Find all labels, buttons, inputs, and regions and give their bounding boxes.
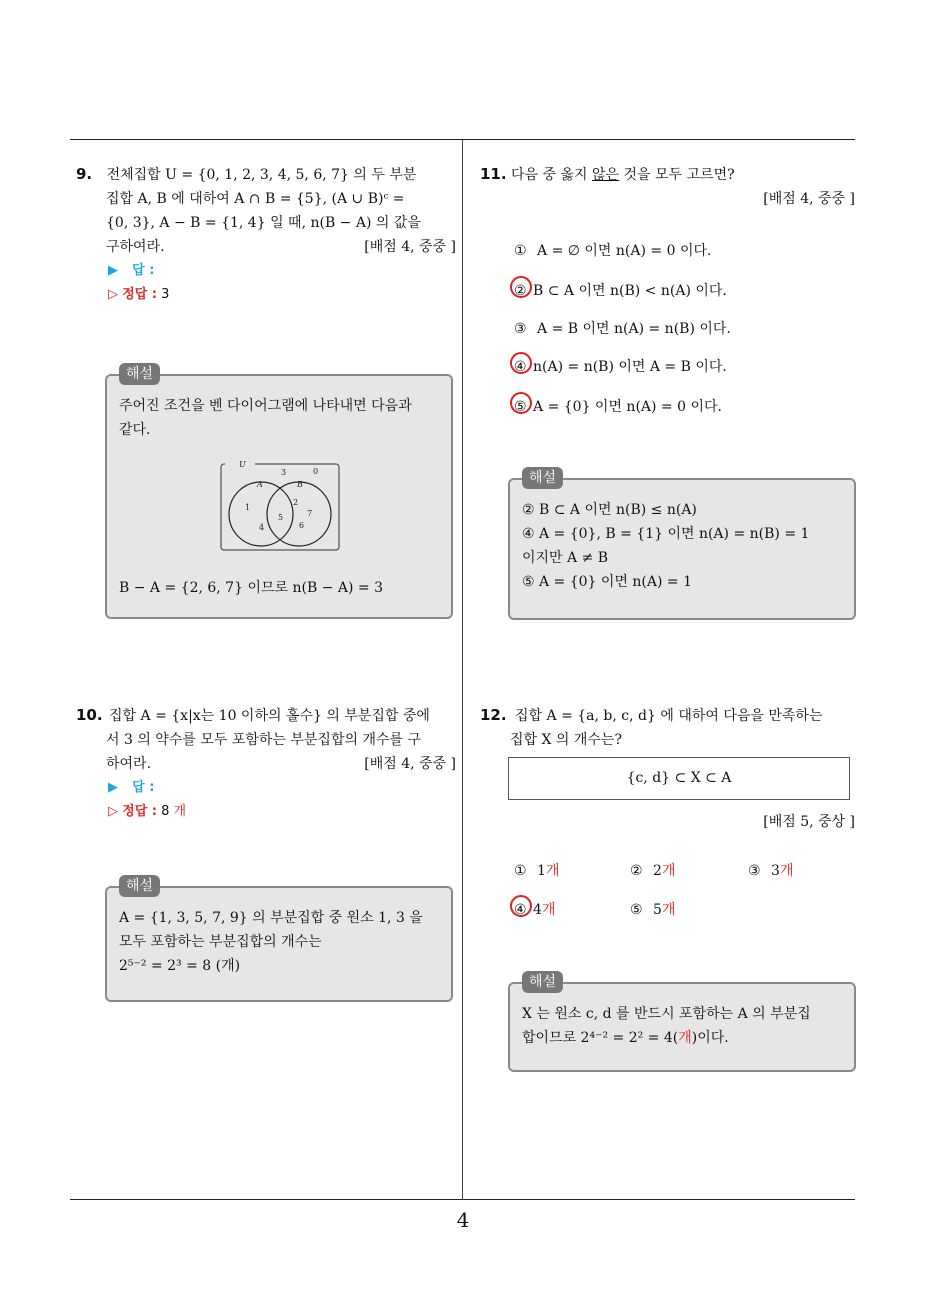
q12-explain-tag: 해설	[522, 971, 563, 993]
q11-choice-5[interactable]	[514, 396, 722, 418]
q12-explanation-box	[508, 974, 856, 1072]
q9-correct-line	[108, 283, 456, 307]
q12-choice-2[interactable]	[630, 860, 675, 882]
q10-explain-tag: 해설	[119, 875, 160, 897]
q9-explanation-box	[105, 366, 453, 619]
q11-choice-4[interactable]	[514, 356, 727, 378]
red-circle-mark	[510, 352, 532, 374]
q10-explain-line-3: 2⁵⁻² = 2³ = 8 (개)	[119, 958, 241, 974]
q11-explain-tag: 해설	[522, 467, 563, 489]
q12-choice-4[interactable]	[514, 899, 555, 921]
q12-choice-3[interactable]	[748, 860, 793, 882]
venn-diagram	[219, 460, 341, 552]
q11-points: [배점 4, 중중 ]	[763, 191, 855, 207]
q10-text-3-row	[76, 752, 456, 776]
play-arrow-icon: ▶	[108, 263, 118, 278]
q12-choice-2-num: ②	[630, 863, 643, 879]
set-b-circle	[267, 482, 331, 546]
q12-explain-line-2-unit: 개	[678, 1030, 692, 1046]
q10-text-1: 집합 A = {x|x는 10 이하의 홀수} 의 부분집합 중에	[109, 708, 430, 724]
q12-choice-1[interactable]	[514, 860, 559, 882]
q11-choice-3-num: ③	[514, 321, 527, 337]
q10-explain-line-1: A = {1, 3, 5, 7, 9} 의 부분집합 중 원소 1, 3 을	[119, 910, 423, 926]
q10-explain-line-2: 모두 포함하는 부분집합의 개수는	[119, 934, 322, 950]
q9-explain-line-2: 같다.	[119, 422, 151, 438]
q9-explain-line-1: 주어진 조건을 벤 다이어그램에 나타내면 다음과	[119, 398, 412, 414]
q11-choice-1[interactable]	[514, 240, 711, 262]
venn-a-label: A	[257, 480, 263, 489]
q12-text-2: 집합 X 의 개수는?	[510, 732, 622, 748]
q12-points: [배점 5, 중상 ]	[763, 814, 855, 830]
q12-condition-box: {c, d} ⊂ X ⊂ A	[508, 757, 850, 800]
q10-correct-line	[108, 800, 456, 824]
q12-choice-1-num: ①	[514, 863, 527, 879]
q9-text-4: 구하여라.	[106, 239, 165, 255]
q12-choice-3-num: ③	[748, 863, 761, 879]
venn-outside-3: 3	[281, 468, 287, 477]
q11-explain-line-3: 이지만 A ≠ B	[522, 550, 609, 566]
venn-outside-0: 0	[313, 467, 319, 476]
set-a-circle	[229, 482, 293, 546]
q9-explain-tag: 해설	[119, 363, 160, 385]
q11-choice-3-text: A = B 이면 n(A) = n(B) 이다.	[537, 321, 731, 337]
q12-explain-line-2-pre: 합이므로 2⁴⁻² = 2² = 4(	[522, 1030, 679, 1046]
q9-answer-label: 답 :	[132, 263, 155, 278]
q11-choice-1-text: A = ∅ 이면 n(A) = 0 이다.	[537, 243, 712, 259]
venn-b-label: B	[297, 480, 303, 489]
q11-choice-5-text: A = {0} 이면 n(A) = 0 이다.	[533, 399, 722, 415]
q9-points: [배점 4, 중중 ]	[364, 239, 456, 255]
q12-choice-4-value: 4	[533, 902, 542, 918]
q11-choice-5-num: ⑤	[514, 399, 527, 415]
page-number: 4	[456, 1208, 470, 1232]
q9-text-2: 집합 A, B 에 대하여 A ∩ B = {5}, (A ∪ B)ᶜ =	[106, 191, 405, 207]
venn-a-only-1: 1	[245, 503, 251, 512]
q12-choice-3-unit: 개	[779, 863, 794, 879]
q9-correct-label: 정답 :	[122, 287, 157, 302]
q11-line-1	[480, 162, 855, 187]
q12-text-1: 집합 A = {a, b, c, d} 에 대하여 다음을 만족하는	[515, 708, 823, 724]
q12-choice-5-unit: 개	[661, 902, 676, 918]
q10-explanation-box	[105, 878, 453, 1002]
q11-choice-1-num: ①	[514, 243, 527, 259]
q11-explain-line-1: ② B ⊂ A 이면 n(B) ≤ n(A)	[522, 502, 697, 518]
q11-choice-2[interactable]	[514, 280, 727, 302]
q11-choice-4-num: ④	[514, 359, 527, 375]
q12-choice-1-value: 1	[537, 863, 546, 879]
q11-stem-pre: 다음 중 옳지	[511, 167, 593, 183]
q10-points: [배점 4, 중중 ]	[364, 756, 456, 772]
q10-line-1	[76, 703, 456, 728]
q11-choice-3[interactable]	[514, 318, 731, 340]
question-12	[480, 703, 855, 752]
q12-explain-line-2	[522, 1026, 842, 1050]
q12-choice-4-num: ④	[514, 902, 527, 918]
venn-both-5: 5	[278, 513, 284, 522]
q12-choice-2-unit: 개	[661, 863, 676, 879]
q12-explain-line-2-post: )이다.	[691, 1030, 729, 1046]
q9-number: 9.	[76, 165, 93, 183]
q11-stem-post: 것을 모두 고르면?	[619, 167, 735, 183]
q9-text-3: {0, 3}, A − B = {1, 4} 일 때, n(B − A) 의 값을	[106, 215, 421, 231]
q10-correct-unit: 개	[173, 804, 187, 819]
q10-text-3: 하여라.	[106, 756, 152, 772]
outline-triangle-icon: ▷	[108, 804, 118, 819]
play-arrow-icon: ▶	[108, 780, 118, 795]
red-circle-mark	[510, 392, 532, 414]
q10-correct-label: 정답 :	[122, 804, 157, 819]
q10-answer-line	[108, 776, 456, 800]
q12-choice-1-unit: 개	[545, 863, 560, 879]
q12-choice-5[interactable]	[630, 899, 675, 921]
question-10	[76, 703, 456, 824]
q12-line-1	[480, 703, 855, 728]
question-11	[480, 162, 855, 211]
red-circle-mark	[510, 895, 532, 917]
q9-answer-line	[108, 259, 456, 283]
q12-number: 12.	[480, 706, 507, 724]
venn-b-only-7: 7	[307, 509, 313, 518]
q11-choice-4-text: n(A) = n(B) 이면 A = B 이다.	[533, 359, 727, 375]
q12-choice-4-unit: 개	[541, 902, 556, 918]
q12-choice-2-value: 2	[653, 863, 662, 879]
q11-choice-2-num: ②	[514, 283, 527, 299]
venn-b-only-6: 6	[299, 521, 305, 530]
question-9	[76, 162, 456, 307]
q9-line-1	[76, 162, 456, 187]
q11-explanation-box	[508, 470, 856, 620]
q11-explain-line-4: ⑤ A = {0} 이면 n(A) = 1	[522, 574, 693, 590]
q12-choice-5-num: ⑤	[630, 902, 643, 918]
outline-triangle-icon: ▷	[108, 287, 118, 302]
q9-text-4-row	[76, 235, 456, 259]
q10-text-2: 서 3 의 약수를 모두 포함하는 부분집합의 개수를 구	[106, 732, 421, 748]
q10-correct-value: 8	[161, 804, 170, 819]
venn-u-label: U	[239, 460, 246, 469]
q9-correct-value: 3	[161, 287, 170, 302]
q11-explain-line-2: ④ A = {0}, B = {1} 이면 n(A) = n(B) = 1	[522, 526, 810, 542]
q12-choice-5-value: 5	[653, 902, 662, 918]
q11-stem-underline: 않은	[592, 167, 620, 183]
q12-choice-3-value: 3	[771, 863, 780, 879]
red-circle-mark	[510, 276, 532, 298]
q10-number: 10.	[76, 706, 103, 724]
q10-answer-label: 답 :	[132, 780, 155, 795]
q11-choice-2-text: B ⊂ A 이면 n(B) < n(A) 이다.	[533, 283, 727, 299]
venn-a-only-4: 4	[259, 523, 265, 532]
venn-b-only-2: 2	[293, 498, 299, 507]
q12-explain-line-1: X 는 원소 c, d 를 반드시 포함하는 A 의 부분집	[522, 1006, 811, 1022]
q11-number: 11.	[480, 165, 507, 183]
column-divider	[462, 140, 463, 1200]
q9-explain-result: B − A = {2, 6, 7} 이므로 n(B − A) = 3	[119, 580, 383, 596]
q9-text-1: 전체집합 U = {0, 1, 2, 3, 4, 5, 6, 7} 의 두 부분	[106, 167, 417, 183]
